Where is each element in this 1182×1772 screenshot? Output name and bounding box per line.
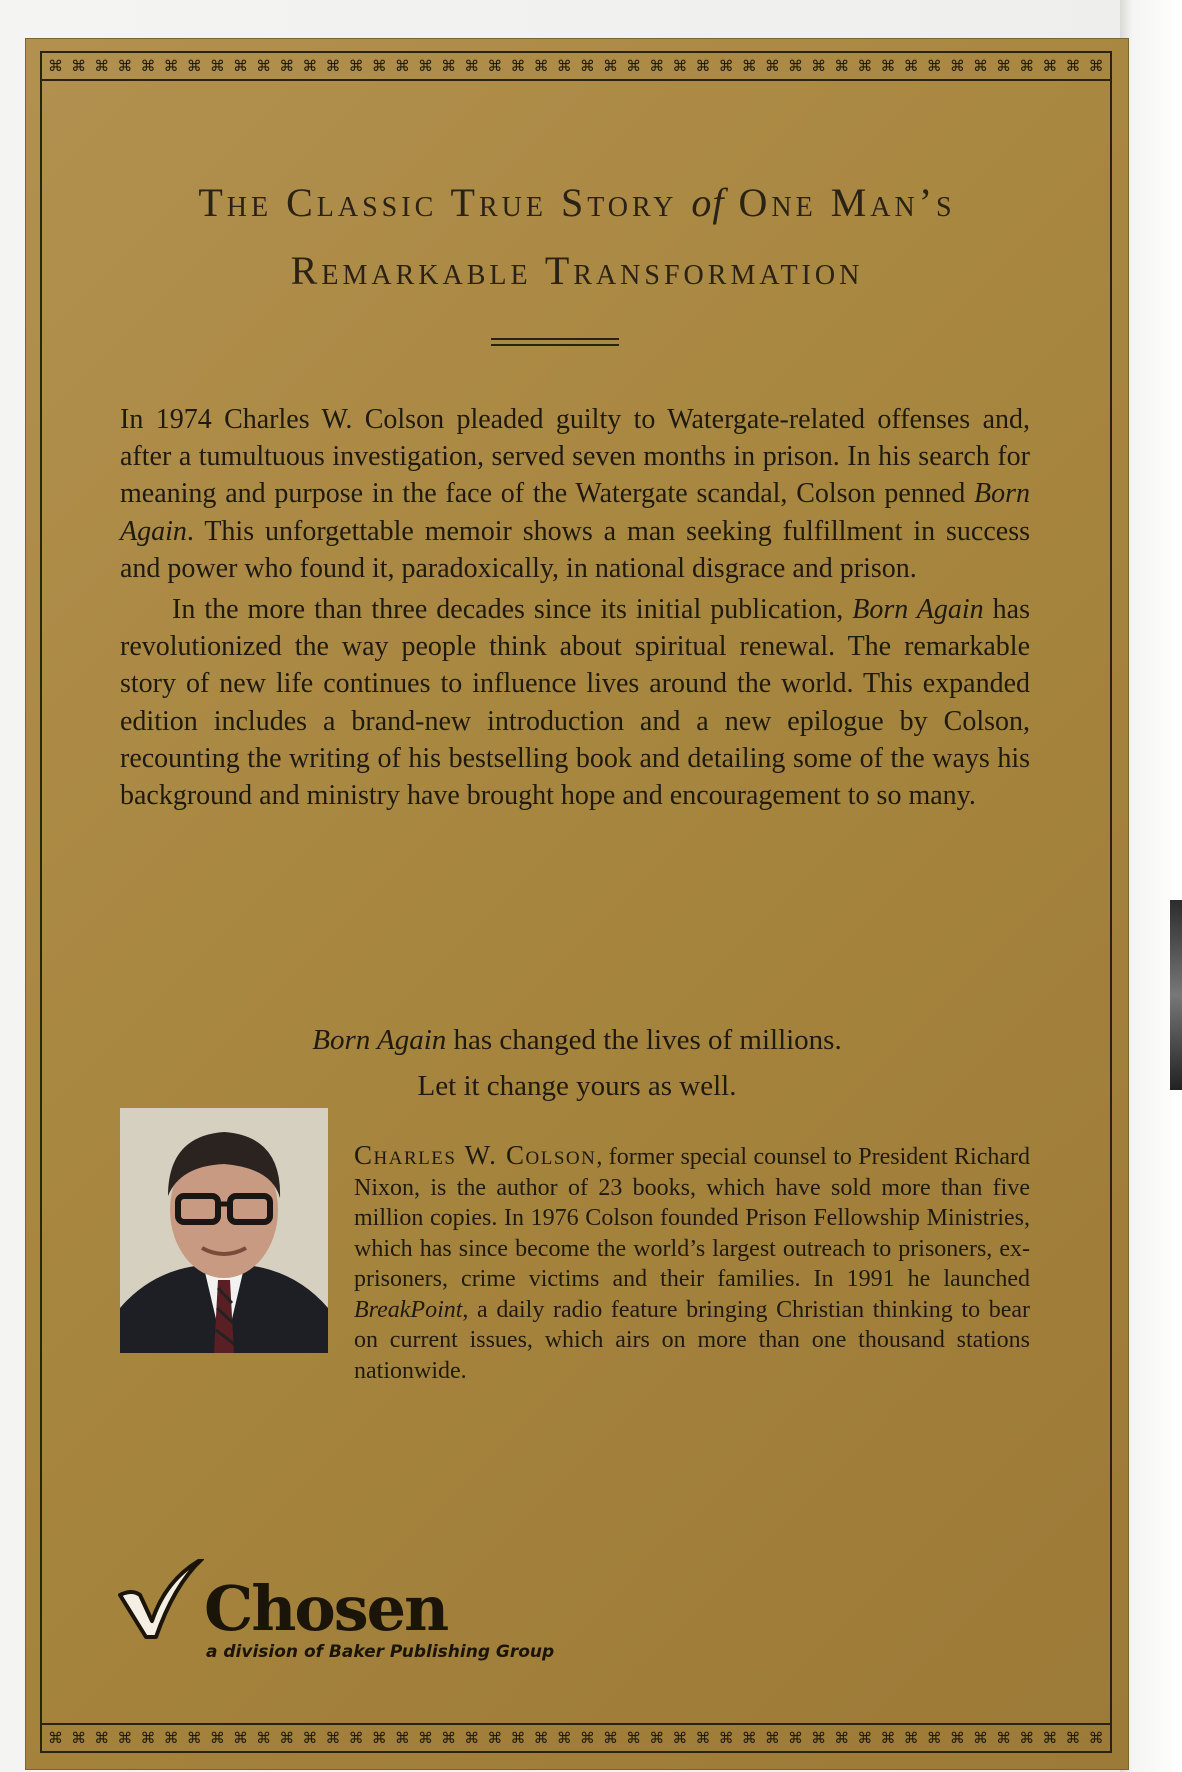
- ornament-icon: ⌘: [487, 1728, 503, 1747]
- ornament-icon: ⌘: [233, 1728, 248, 1747]
- publisher-subtitle: a division of Baker Publishing Group: [206, 1642, 555, 1662]
- ornament-icon: ⌘: [48, 1728, 63, 1747]
- tagline-line-1: [66, 1017, 1088, 1063]
- ornament-icon: ⌘: [649, 1728, 665, 1747]
- ornament-icon: ⌘: [256, 1728, 272, 1747]
- author-bio-text-b: , a daily radio feature bringing Christian thinking to bear on current issues, which airs on more than one thousand stations nationwide.: [354, 1296, 1030, 1384]
- ornament-icon: ⌘: [510, 56, 526, 75]
- ornament-icon: ⌘: [857, 1728, 873, 1747]
- ornament-icon: ⌘: [348, 1728, 364, 1747]
- ornament-icon: ⌘: [788, 1728, 803, 1747]
- divider-rule-upper: [491, 338, 619, 340]
- ornament-icon: ⌘: [1065, 56, 1081, 75]
- ornament-icon: ⌘: [233, 56, 248, 75]
- ornament-icon: ⌘: [926, 56, 942, 75]
- book-back-cover: [26, 39, 1128, 1769]
- ornament-icon: ⌘: [394, 1728, 410, 1747]
- ornament-icon: ⌘: [579, 56, 595, 75]
- headline-line-2: Remarkable Transformation: [290, 248, 864, 293]
- tagline-line-1-rest: has changed the lives of millions.: [446, 1024, 842, 1056]
- description-paragraph-1: [120, 401, 1030, 587]
- ornament-icon: ⌘: [325, 56, 341, 75]
- headline-line-1-part-1: The Classic True Story: [198, 180, 678, 225]
- ornament-icon: ⌘: [788, 56, 803, 75]
- ornament-icon: ⌘: [1088, 56, 1104, 75]
- ornament-icon: ⌘: [695, 56, 711, 75]
- ornament-icon: ⌘: [811, 1728, 827, 1747]
- ornament-icon: ⌘: [718, 56, 734, 75]
- paragraph-2-book-title: Born Again: [852, 594, 984, 626]
- tagline-book-title: Born Again: [312, 1024, 447, 1056]
- ornament-icon: ⌘: [949, 56, 965, 75]
- ornament-icon: ⌘: [973, 1728, 988, 1747]
- adjacent-photo-edge: [1170, 900, 1182, 1090]
- ornament-icon: ⌘: [880, 56, 896, 75]
- ornament-icon: ⌘: [996, 56, 1012, 75]
- ornament-icon: ⌘: [441, 56, 457, 75]
- ornament-icon: ⌘: [441, 1728, 457, 1747]
- ornament-icon: ⌘: [325, 1728, 341, 1747]
- ornament-icon: ⌘: [603, 1728, 618, 1747]
- ornament-icon: ⌘: [649, 56, 665, 75]
- ornament-icon: ⌘: [186, 56, 202, 75]
- ornament-icon: ⌘: [1019, 1728, 1035, 1747]
- ornament-icon: ⌘: [117, 56, 133, 75]
- ornament-icon: ⌘: [996, 1728, 1012, 1747]
- ornament-icon: ⌘: [256, 56, 272, 75]
- ornament-icon: ⌘: [209, 1728, 225, 1747]
- ornament-icon: ⌘: [117, 1728, 133, 1747]
- headline-of: of: [691, 180, 725, 225]
- author-bio-program-title: BreakPoint: [354, 1296, 463, 1323]
- ornament-icon: ⌘: [834, 56, 850, 75]
- ornament-icon: ⌘: [626, 1728, 642, 1747]
- ornament-icon: ⌘: [926, 1728, 942, 1747]
- ornament-icon: ⌘: [302, 1728, 318, 1747]
- ornament-icon: ⌘: [834, 1728, 850, 1747]
- ornament-icon: ⌘: [603, 56, 618, 75]
- ornament-icon: ⌘: [418, 56, 433, 75]
- checkmark-logo-icon: [118, 1559, 204, 1639]
- ornament-icon: ⌘: [348, 56, 364, 75]
- author-portrait-icon: [120, 1108, 328, 1353]
- paragraph-2-text-b: has revolutionized the way people think about spiritual renewal. The remarkable story of new life continues to influence lives around the world. This expanded edition includes a brand-new introduction and a new epilogue by Colson, recounting the writing of his bestselling book and detailing some of the ways his background and ministry have brought hope and encouragement to so many.: [120, 594, 1030, 812]
- ornament-icon: ⌘: [533, 1728, 549, 1747]
- ornament-icon: ⌘: [371, 1728, 387, 1747]
- author-name: Charles W. Colson: [354, 1140, 597, 1170]
- ornament-icon: ⌘: [140, 56, 156, 75]
- author-bio-text-a: , former special counsel to President Richard Nixon, is the author of 23 books, which have sold more than five million copies. In 1976 Colson founded Prison Fellowship Ministries, which has since become the world’s largest outreach to prisoners, ex-prisoners, crime victims and their families. In 1991 he launched: [354, 1144, 1031, 1292]
- ornament-icon: ⌘: [371, 56, 387, 75]
- ornament-icon: ⌘: [279, 1728, 295, 1747]
- ornament-icon: ⌘: [279, 56, 295, 75]
- ornament-icon: ⌘: [302, 56, 318, 75]
- ornament-icon: ⌘: [163, 1728, 179, 1747]
- ornament-icon: ⌘: [1042, 1728, 1058, 1747]
- ornament-icon: ⌘: [163, 56, 179, 75]
- ornament-icon: ⌘: [741, 1728, 757, 1747]
- cover-tagline: [66, 1017, 1088, 1109]
- ornament-icon: ⌘: [464, 56, 480, 75]
- top-decorative-band: [40, 51, 1112, 81]
- author-biography: [354, 1140, 1030, 1386]
- ornament-icon: ⌘: [186, 1728, 202, 1747]
- ornament-icon: ⌘: [94, 1728, 110, 1747]
- ornament-icon: ⌘: [71, 1728, 87, 1747]
- ornament-icon: ⌘: [857, 56, 873, 75]
- description-paragraph-2: [120, 591, 1030, 814]
- ornament-icon: ⌘: [556, 1728, 572, 1747]
- ornament-icon: ⌘: [579, 1728, 595, 1747]
- adjacent-page-edge: [1120, 0, 1182, 1772]
- headline-line-1: [66, 169, 1088, 237]
- ornament-icon: ⌘: [94, 56, 110, 75]
- ornament-icon: ⌘: [695, 1728, 711, 1747]
- ornament-icon: ⌘: [672, 56, 688, 75]
- ornament-icon: ⌘: [718, 1728, 734, 1747]
- ornament-icon: ⌘: [418, 1728, 433, 1747]
- ornament-icon: ⌘: [672, 1728, 688, 1747]
- author-photo: [120, 1108, 328, 1353]
- cover-headline: [66, 169, 1088, 305]
- ornament-icon: ⌘: [903, 56, 919, 75]
- paragraph-1-text-b: . This unforgettable memoir shows a man seeking fulfillment in success and power who found it, paradoxically, in national disgrace and prison.: [120, 515, 1030, 584]
- ornament-icon: ⌘: [903, 1728, 919, 1747]
- ornament-icon: ⌘: [1065, 1728, 1081, 1747]
- ornament-icon: ⌘: [48, 56, 63, 75]
- ornament-icon: ⌘: [533, 56, 549, 75]
- divider-rule-lower: [491, 344, 619, 346]
- ornament-icon: ⌘: [140, 1728, 156, 1747]
- headline-line-1-part-2: One Man’s: [738, 180, 956, 225]
- ornament-icon: ⌘: [1088, 1728, 1104, 1747]
- ornament-icon: ⌘: [394, 56, 410, 75]
- paragraph-1-book-title: Born Again: [120, 478, 1030, 547]
- ornament-icon: ⌘: [626, 56, 642, 75]
- ornament-icon: ⌘: [1019, 56, 1035, 75]
- paragraph-2-text-a: In the more than three decades since its initial publication,: [172, 594, 853, 626]
- bottom-decorative-band: [40, 1723, 1112, 1753]
- ornament-icon: ⌘: [741, 56, 757, 75]
- ornament-icon: ⌘: [556, 56, 572, 75]
- paragraph-1-text-a: In 1974 Charles W. Colson pleaded guilty to Watergate-related offenses and, after a tumultuous investigation, served seven months in prison. In his search for meaning and purpose in the face of the Watergate scandal, Colson penned: [120, 404, 1030, 510]
- ornament-icon: ⌘: [487, 56, 503, 75]
- ornament-icon: ⌘: [973, 56, 988, 75]
- ornament-icon: ⌘: [811, 56, 827, 75]
- tagline-line-2: Let it change yours as well.: [417, 1070, 737, 1102]
- ornament-icon: ⌘: [764, 56, 780, 75]
- ornament-icon: ⌘: [464, 1728, 480, 1747]
- ornament-icon: ⌘: [764, 1728, 780, 1747]
- publisher-name: Chosen: [204, 1572, 448, 1645]
- cover-border-frame: [40, 51, 1112, 1753]
- ornament-icon: ⌘: [1042, 56, 1058, 75]
- ornament-icon: ⌘: [949, 1728, 965, 1747]
- ornament-icon: ⌘: [71, 56, 87, 75]
- ornament-icon: ⌘: [510, 1728, 526, 1747]
- ornament-icon: ⌘: [880, 1728, 896, 1747]
- cover-description: [120, 401, 1030, 814]
- ornament-icon: ⌘: [209, 56, 225, 75]
